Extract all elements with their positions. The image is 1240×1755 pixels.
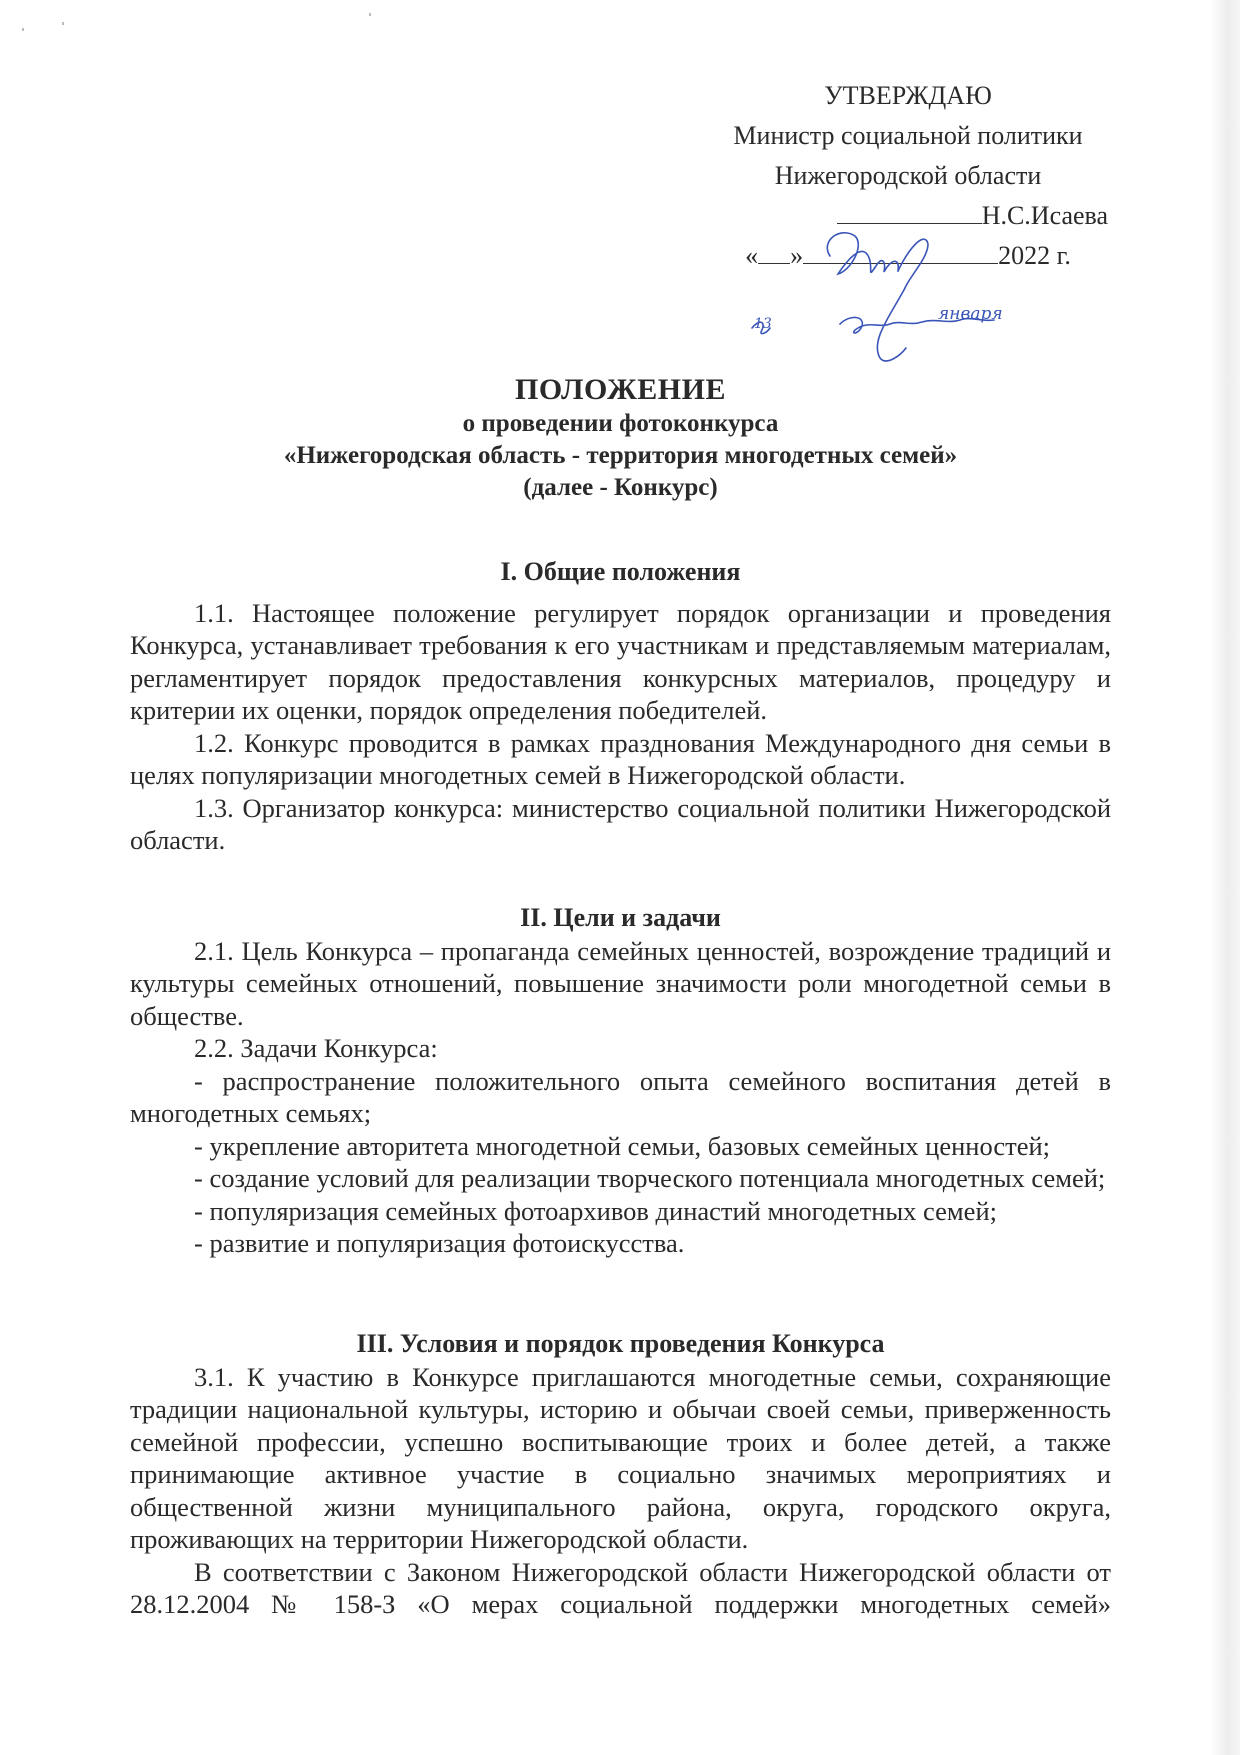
title-line3: «Нижегородская область - территория многодетных семей» <box>283 442 958 469</box>
date-open-quote: « <box>745 241 759 270</box>
handwritten-month: января <box>938 304 1003 324</box>
task-item: - укрепление авторитета многодетной семьи, базовых семейных ценностей; <box>194 1130 1051 1161</box>
signature-blank <box>837 201 982 224</box>
section-general-provisions <box>130 556 1111 857</box>
title-line2: о проведении фотоконкурса <box>462 410 779 437</box>
paragraph-1-1: 1.1. Настоящее положение регулирует порядок организации и проведения Конкурса, устанавливает требования к его участникам и представляемым материалам, регламентирует порядок предоставления конкурсных материалов, процедуру и критерии их оценки, порядок определения победителей. <box>130 597 1111 725</box>
approval-date <box>698 236 1118 276</box>
title-line4: (далее - Конкурс) <box>523 474 718 501</box>
task-item: - распространение положительного опыта семейного воспитания детей в многодетных семьях; <box>130 1065 1111 1128</box>
section-conditions <box>130 1328 1111 1621</box>
signatory-name: Н.С.Исаева <box>981 201 1108 230</box>
section-goals-tasks <box>130 902 1111 1260</box>
approval-position-line1: Министр социальной политики <box>733 121 1083 150</box>
approval-position-line2: Нижегородской области <box>774 161 1042 190</box>
paragraph-1-3: 1.3. Организатор конкурса: министерство социальной политики Нижегородской области. <box>130 792 1111 855</box>
task-item: - развитие и популяризация фотоискусства. <box>194 1228 685 1258</box>
paragraph-1-2: 1.2. Конкурс проводится в рамках празднования Международного дня семьи в целях популяризации многодетных семей в Нижегородской области. <box>130 727 1111 790</box>
scan-edge-shadow <box>1210 0 1240 1755</box>
paragraph-2-2: 2.2. Задачи Конкурса: <box>194 1033 438 1063</box>
date-month-blank <box>803 241 998 264</box>
approval-heading: УТВЕРЖДАЮ <box>824 81 992 110</box>
date-close-quote: » <box>790 241 804 270</box>
task-item: - популяризация семейных фотоархивов династий многодетных семей; <box>194 1195 997 1226</box>
title-main: ПОЛОЖЕНИЕ <box>515 373 726 406</box>
section-heading: III. Условия и порядок проведения Конкурса <box>356 1329 885 1358</box>
handwritten-day: 13 <box>754 316 772 332</box>
task-item: - создание условий для реализации творческого потенциала многодетных семей; <box>194 1163 1106 1193</box>
document-title <box>130 372 1111 504</box>
approval-block <box>698 76 1118 332</box>
section-heading: I. Общие положения <box>500 557 741 586</box>
paragraph-3-1: 3.1. К участию в Конкурсе приглашаются многодетные семьи, сохраняющие традиции национальной культуры, историю и обычаи своей семьи, приверженность семейной профессии, успешно воспитывающие троих и более детей, а также принимающие активное участие в социально значимых мероприятиях и общественной жизни муниципального района, округа, городского округа, проживающих на территории Нижегородской области. <box>130 1361 1111 1554</box>
section-heading: II. Цели и задачи <box>520 903 721 932</box>
paragraph-2-1: 2.1. Цель Конкурса – пропаганда семейных ценностей, возрождение традиций и культуры семейных отношений, повышение значимости роли многодетной семьи в обществе. <box>130 935 1111 1031</box>
date-day-blank <box>758 241 790 264</box>
date-year: 2022 г. <box>998 241 1071 270</box>
signature-line <box>698 196 1118 236</box>
paragraph-law-reference: В соответствии с Законом Нижегородской области Нижегородской области от 28.12.2004 № 158-З «О мерах социальной поддержки многодетных семей» <box>130 1556 1111 1619</box>
